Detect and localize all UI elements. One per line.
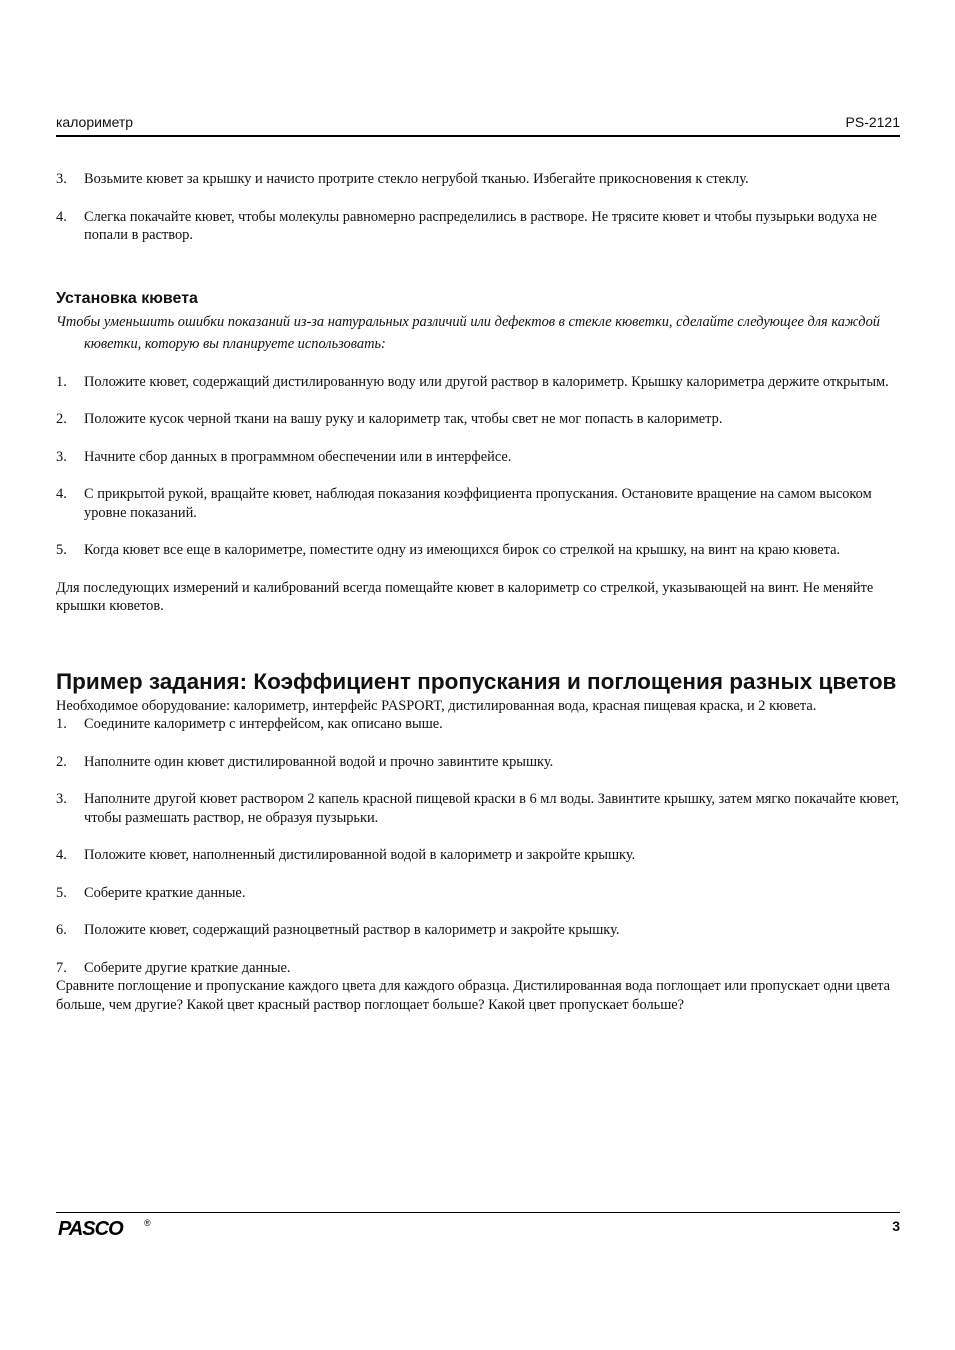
pasco-logo-icon — [56, 1218, 152, 1238]
header-product-name: калориметр — [56, 114, 134, 130]
list-item — [56, 884, 900, 903]
page-footer — [56, 1216, 900, 1238]
list-item — [56, 846, 900, 865]
step-number: 2. — [56, 411, 67, 427]
install-steps-list — [56, 373, 900, 560]
list-item — [56, 541, 900, 560]
list-item — [56, 485, 900, 522]
step-number: 2. — [56, 753, 67, 770]
step-text: Положите кювет, содержащий дистилированную воду или другой раствор в калориметр. Крышку калориметра держите открытым. — [84, 373, 889, 390]
step-text: С прикрытой рукой, вращайте кювет, наблюдая показания коэффициента пропускания. Остановите вращение на самом высоком уровне показаний. — [84, 486, 872, 521]
step-number: 3. — [56, 791, 67, 807]
list-item — [56, 170, 900, 189]
page-content — [56, 170, 900, 1014]
logo-text: PASCO — [58, 1218, 123, 1238]
list-item — [56, 790, 900, 827]
example-steps-list — [56, 715, 900, 977]
list-item — [56, 921, 900, 940]
step-number: 1. — [56, 373, 67, 390]
step-number: 6. — [56, 922, 67, 938]
step-number: 4. — [56, 208, 67, 225]
section-example-title: Пример задания: Коэффициент пропускания и поглощения разных цветов — [56, 668, 897, 694]
header-rule — [56, 135, 900, 137]
step-text: Наполните другой кювет раствором 2 капель красной пищевой краски в 6 мл воды. Завинтите крышку, затем мягко покачайте кювет, чтобы размешать раствор, не образуя пузырьки. — [84, 791, 900, 826]
section-install-intro: Чтобы уменьшить ошибки показаний из-за натуральных различий или дефектов в стекле кюветки, сделайте следующее для каждой кюветки, которую вы планируете использовать: — [56, 313, 880, 352]
step-number: 3. — [56, 448, 67, 465]
section-install-title: Установка кювета — [56, 289, 198, 307]
section-install-note: Для последующих измерений и калибрований всегда помещайте кювет в калориметр со стрелкой, указывающей на винт. Не меняйте крышки кюветов. — [56, 579, 874, 614]
step-text: Положите кювет, содержащий разноцветный раствор в калориметр и закройте крышку. — [84, 922, 620, 938]
step-text: Соберите другие краткие данные. — [84, 959, 291, 976]
step-text: Соберите краткие данные. — [84, 884, 246, 901]
list-item — [56, 715, 900, 734]
page-number: 3 — [892, 1218, 900, 1234]
footer-rule — [56, 1212, 900, 1213]
step-number: 4. — [56, 486, 67, 502]
step-number: 1. — [56, 716, 67, 732]
step-text: Положите кусок черной ткани на вашу руку и калориметр так, чтобы свет не мог попасть в калориметр. — [84, 411, 723, 427]
pasco-logo — [56, 1218, 152, 1243]
step-text: Наполните один кювет дистилированной водой и прочно завинтите крышку. — [84, 753, 554, 770]
step-number: 3. — [56, 171, 67, 187]
step-number: 5. — [56, 884, 67, 901]
list-item — [56, 410, 900, 429]
list-item — [56, 753, 900, 772]
step-text: Возьмите кювет за крышку и начисто протрите стекло негрубой тканью. Избегайте прикосновения к стеклу. — [84, 171, 749, 187]
step-number: 7. — [56, 959, 67, 976]
step-number: 4. — [56, 847, 67, 863]
equipment-list: Необходимое оборудование: калориметр, интерфейс PASPORT, дистилированная вода, красная пищевая краска, и 2 кювета. — [56, 697, 817, 714]
step-text: Положите кювет, наполненный дистилированной водой в калориметр и закройте крышку. — [84, 847, 636, 863]
list-item — [56, 448, 900, 467]
page-header — [56, 114, 900, 136]
list-item — [56, 373, 900, 392]
step-number: 5. — [56, 542, 67, 558]
header-model-number: PS-2121 — [845, 114, 900, 130]
step-text: Когда кювет все еще в калориметре, поместите одну из имеющихся бирок со стрелкой на крышку, на винт на краю кювета. — [84, 542, 841, 558]
list-item — [56, 208, 900, 245]
section-example-conclusion: Сравните поглощение и пропускание каждого цвета для каждого образца. Дистилированная вода поглощает или пропускает одни цвета больше, чем другие? Какой цвет красный раствор поглощает больше? Какой цвет пропускает больше? — [56, 978, 891, 1013]
step-text: Соедините калориметр с интерфейсом, как описано выше. — [84, 716, 443, 732]
step-text: Начните сбор данных в программном обеспечении или в интерфейсе. — [84, 448, 512, 465]
steps-top-list — [56, 170, 900, 245]
list-item — [56, 959, 900, 978]
step-text: Слегка покачайте кювет, чтобы молекулы равномерно распределились в растворе. Не трясите кювет и чтобы пузырьки водуха не попали в раствор. — [84, 208, 877, 243]
document-page — [56, 0, 900, 1350]
svg-text:®: ® — [144, 1218, 151, 1228]
